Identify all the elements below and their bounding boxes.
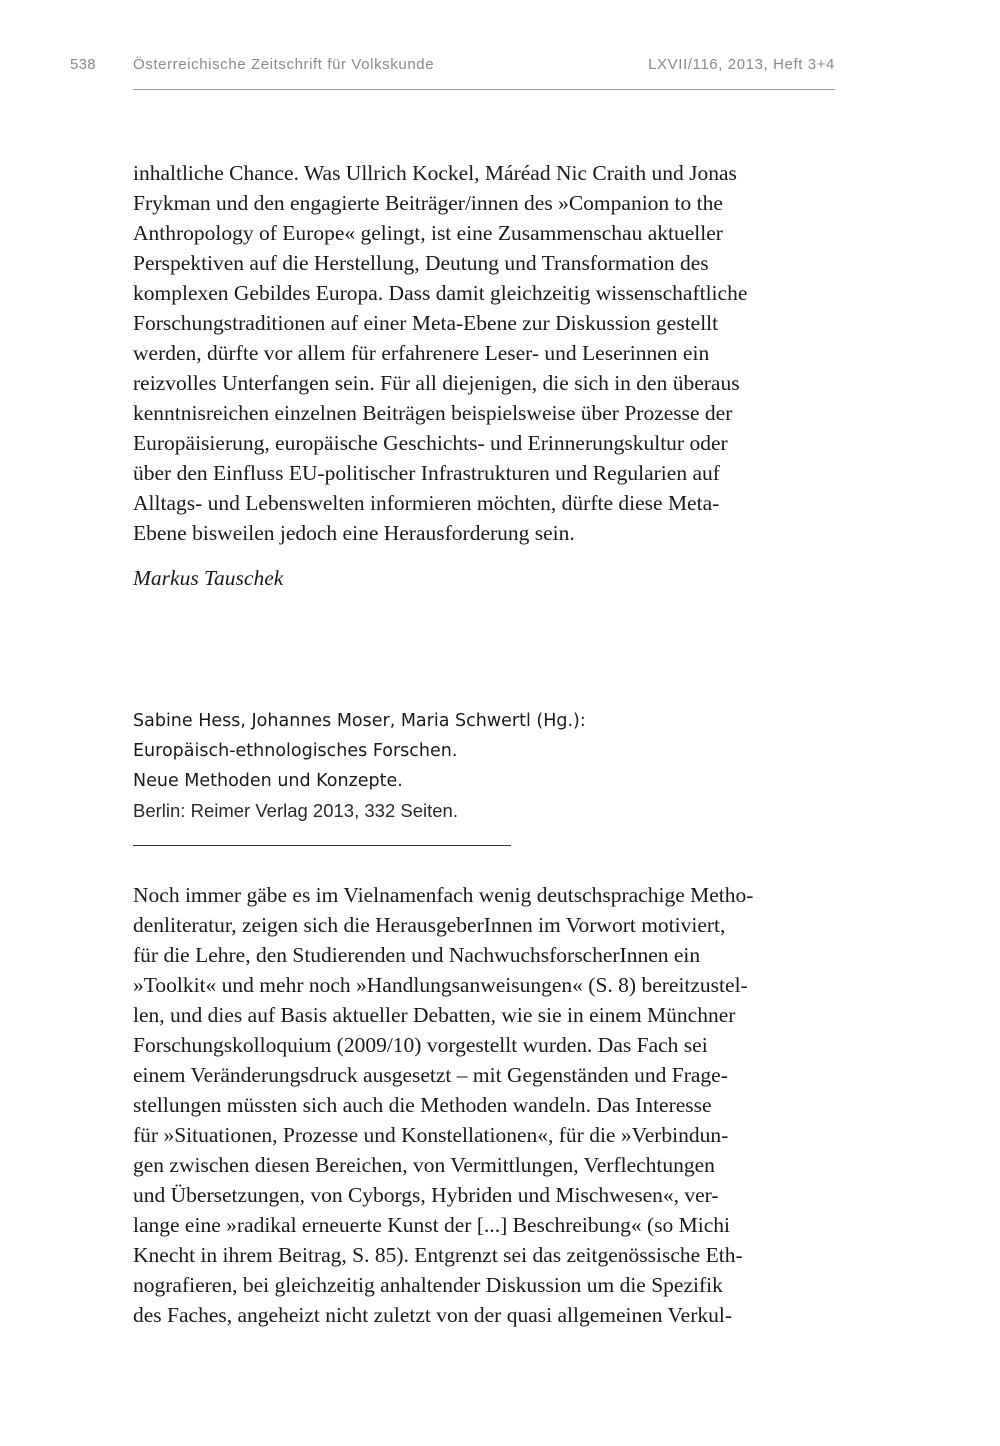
- review-paragraph-2: [133, 880, 835, 1330]
- text-line: Alltags- und Lebenswelten informieren möchten, dürfte diese Meta-: [133, 491, 720, 515]
- review-author: Markus Tauschek: [133, 566, 284, 590]
- text-line: inhaltliche Chance. Was Ullrich Kockel, Máréad Nic Craith und Jonas: [133, 161, 737, 185]
- text-line: Knecht in ihrem Beitrag, S. 85). Entgrenzt sei das zeitgenössische Eth-: [133, 1243, 743, 1267]
- text-line: Forschungstraditionen auf einer Meta-Ebene zur Diskussion gestellt: [133, 311, 719, 335]
- text-line: »Toolkit« und mehr noch »Handlungsanweisungen« (S. 8) bereitzustel-: [133, 973, 748, 997]
- book-title: Europäisch-ethnologisches Forschen.: [133, 741, 458, 761]
- text-line: gen zwischen diesen Bereichen, von Vermittlungen, Verflechtungen: [133, 1153, 715, 1177]
- text-line: Noch immer gäbe es im Vielnamenfach wenig deutschsprachige Metho-: [133, 883, 754, 907]
- text-line: reizvolles Unterfangen sein. Für all diejenigen, die sich in den überaus: [133, 371, 740, 395]
- text-line: stellungen müssten sich auch die Methoden wandeln. Das Interesse: [133, 1093, 712, 1117]
- text-line: des Faches, angeheizt nicht zuletzt von der quasi allgemeinen Verkul-: [133, 1303, 733, 1327]
- running-header: [0, 56, 1000, 92]
- text-line: einem Veränderungsdruck ausgesetzt – mit Gegenständen und Frage-: [133, 1063, 728, 1087]
- issue-info: LXVII/116, 2013, Heft 3+4: [648, 56, 835, 73]
- review-paragraph-1: [133, 158, 835, 548]
- citation-divider: [133, 845, 511, 846]
- text-line: nografieren, bei gleichzeitig anhaltender Diskussion um die Spezifik: [133, 1273, 723, 1297]
- header-divider: [133, 89, 835, 90]
- text-line: für die Lehre, den Studierenden und NachwuchsforscherInnen ein: [133, 943, 701, 967]
- text-line: kenntnisreichen einzelnen Beiträgen beispielsweise über Prozesse der: [133, 401, 733, 425]
- book-subtitle: Neue Methoden und Konzepte.: [133, 771, 403, 791]
- text-line: werden, dürfte vor allem für erfahrenere Leser- und Leserinnen ein: [133, 341, 710, 365]
- text-line: für »Situationen, Prozesse und Konstellationen«, für die »Verbindun-: [133, 1123, 729, 1147]
- text-line: und Übersetzungen, von Cyborgs, Hybriden und Mischwesen«, ver-: [133, 1183, 719, 1207]
- book-publication: Berlin: Reimer Verlag 2013, 332 Seiten.: [133, 800, 458, 821]
- text-line: len, und dies auf Basis aktueller Debatten, wie sie in einem Münchner: [133, 1003, 736, 1027]
- text-line: Ebene bisweilen jedoch eine Herausforderung sein.: [133, 521, 575, 545]
- text-line: lange eine »radikal erneuerte Kunst der [...] Beschreibung« (so Michi: [133, 1213, 731, 1237]
- text-line: über den Einfluss EU-politischer Infrastrukturen und Regularien auf: [133, 461, 720, 485]
- text-line: Perspektiven auf die Herstellung, Deutung und Transformation des: [133, 251, 709, 275]
- text-line: Anthropology of Europe« gelingt, ist eine Zusammenschau aktueller: [133, 221, 723, 245]
- text-line: Europäisierung, europäische Geschichts- und Erinnerungskultur oder: [133, 431, 728, 455]
- text-line: komplexen Gebildes Europa. Dass damit gleichzeitig wissenschaftliche: [133, 281, 748, 305]
- page-number: 538: [70, 56, 96, 73]
- text-line: Frykman und den engagierte Beiträger/innen des »Companion to the: [133, 191, 723, 215]
- text-line: Forschungskolloquium (2009/10) vorgestellt wurden. Das Fach sei: [133, 1033, 708, 1057]
- book-citation: [133, 706, 586, 826]
- book-editors: Sabine Hess, Johannes Moser, Maria Schwertl (Hg.):: [133, 711, 586, 731]
- journal-title: Österreichische Zeitschrift für Volkskunde: [133, 56, 435, 73]
- text-line: denliteratur, zeigen sich die HerausgeberInnen im Vorwort motiviert,: [133, 913, 726, 937]
